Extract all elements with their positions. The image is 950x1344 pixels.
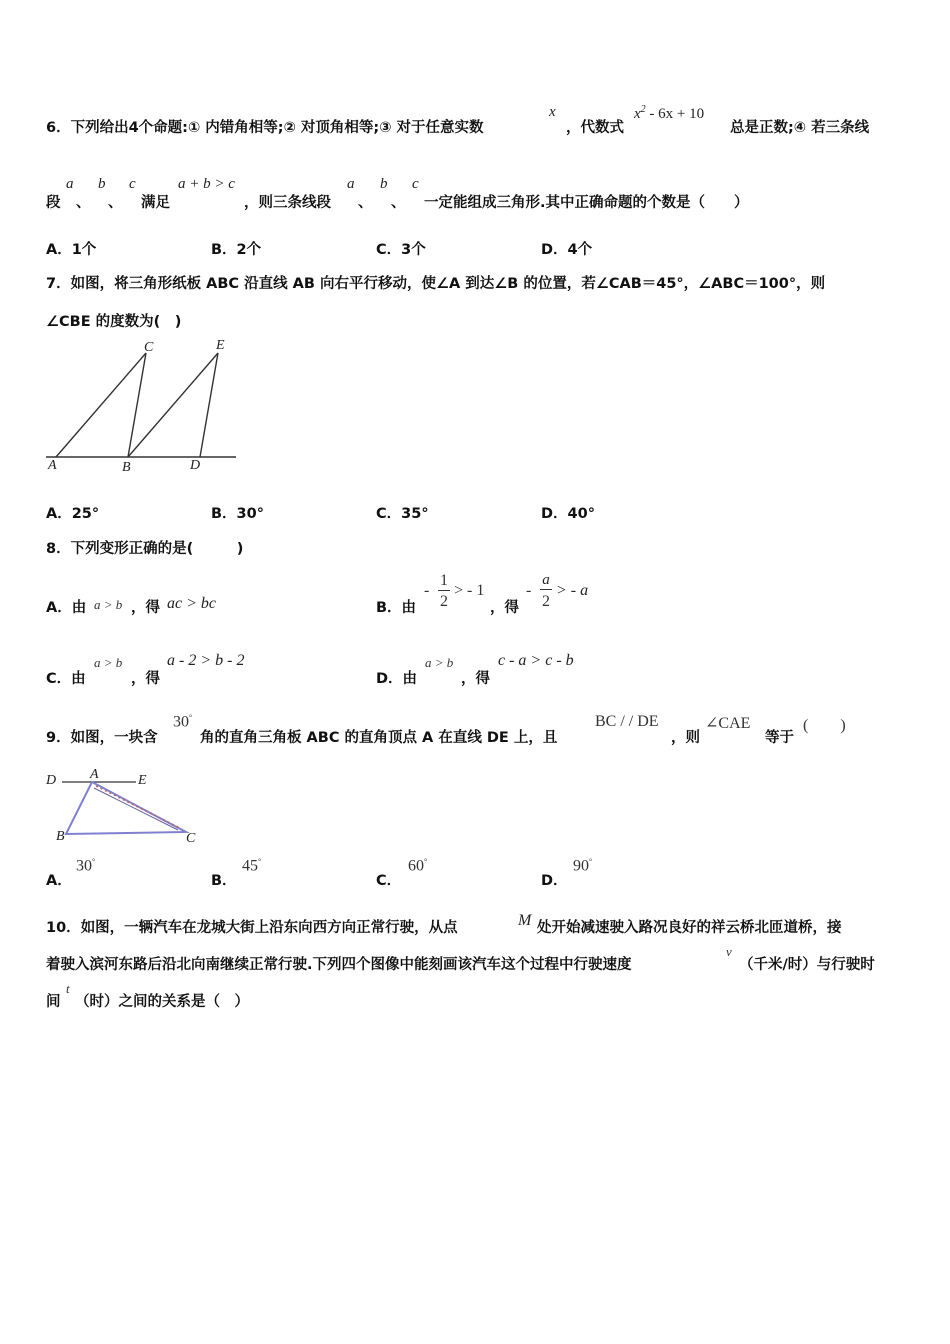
q8-option-b-result-rest: > - a <box>556 582 589 599</box>
q8-option-a-mid: ，得 <box>131 600 160 616</box>
q9-text-2: 角的直角三角板 ABC 的直角顶点 A 在直线 DE 上，且 <box>200 730 558 746</box>
q7-label-D: D <box>190 458 201 473</box>
q8-text-1: 下列变形正确的是( ) <box>70 541 244 557</box>
q9-paren: ( ) <box>803 717 846 734</box>
q8-option-d-mid: ，得 <box>461 671 490 687</box>
q6-expression: $x^2 - 6x + 10$ <box>634 104 705 122</box>
q8-option-b-numerator: 1 <box>440 572 448 589</box>
q8-line1 <box>46 537 243 558</box>
q8-option-b-numerator2: a <box>540 571 552 590</box>
q6-text-2: ，代数式 <box>566 120 624 136</box>
q7-segment-AC <box>56 353 146 457</box>
q6-var-a2: a <box>347 176 355 192</box>
q7-option-c: C．35° <box>376 506 429 522</box>
q6-text-7: 一定能组成三角形.其中正确命题的个数是（ ） <box>424 195 749 211</box>
q9-figure <box>44 764 204 846</box>
q10-text-1: 如图，一辆汽车在龙城大街上沿东向西方向正常行驶，从点 <box>80 920 458 936</box>
q6-sep-1: 、 <box>76 195 91 211</box>
q9-option-d-letter: D． <box>541 873 568 889</box>
q9-number: 9． <box>46 730 71 746</box>
q6-text-5: 满足 <box>141 195 170 211</box>
q7-segment-CB <box>128 353 146 457</box>
q8-option-c-result: a - 2 > b - 2 <box>167 652 245 669</box>
q9-parallel: BC / / DE <box>595 713 659 730</box>
q8-number: 8． <box>46 541 71 557</box>
q8-option-c-mid: ，得 <box>131 671 160 687</box>
q8-option-a-label: A．由 <box>46 600 87 616</box>
q6-text-4: 段 <box>46 195 61 211</box>
q6-option-d: D．4个 <box>541 242 593 258</box>
q6-number: 6． <box>46 120 71 136</box>
q7-text-2: ∠CBE 的度数为( ) <box>46 314 182 330</box>
q6-sep-4: 、 <box>391 195 406 211</box>
q9-angle-cae: ∠CAE <box>705 715 751 732</box>
q7-label-E: E <box>216 338 225 353</box>
q8-option-b-neg: - <box>424 582 430 599</box>
q6-sep-2: 、 <box>108 195 123 211</box>
q9-label-E: E <box>138 773 147 788</box>
q8-option-c-label: C．由 <box>46 671 86 687</box>
q6-var-x: x <box>549 104 556 120</box>
q9-lead <box>46 726 158 747</box>
q8-option-b-condition-rest: > - 1 <box>454 582 485 599</box>
q10-var-M: M <box>518 912 532 929</box>
q6-option-b: B．2个 <box>211 242 262 258</box>
q6-var-b2: b <box>380 176 388 192</box>
q10-text-6: （时）之间的关系是（ ） <box>75 994 249 1010</box>
q9-option-b-value: 45° <box>242 857 262 875</box>
q6-var-a: a <box>66 176 74 192</box>
q6-option-a: A．1个 <box>46 242 97 258</box>
q10-number: 10． <box>46 920 81 936</box>
q9-option-c-value: 60° <box>408 857 428 875</box>
q8-option-d-result: c - a > c - b <box>498 652 574 669</box>
q10-text-4: （千米/时）与行驶时 <box>739 957 875 973</box>
q9-label-A: A <box>90 767 99 782</box>
q9-ruler-edge <box>94 788 178 830</box>
q7-text-1: 如图，将三角形纸板 ABC 沿直线 AB 向右平行移动，使∠A 到达∠B 的位置，若∠CAB＝45°，∠ABC＝100°，则 <box>70 276 826 292</box>
q9-option-d-value: 90° <box>573 857 593 875</box>
q8-option-b-denominator2: 2 <box>542 593 550 610</box>
q6-text-1: 下列给出4个命题:① 内错角相等;② 对顶角相等;③ 对于任意实数 <box>70 120 484 136</box>
q9-label-B: B <box>56 829 65 844</box>
q6-text-6: ，则三条线段 <box>244 195 331 211</box>
q9-angle-value: 30° <box>173 713 193 731</box>
q8-option-b-mid: ，得 <box>490 600 519 616</box>
q6-option-c: C．3个 <box>376 242 426 258</box>
q8-option-a-condition: a > b <box>94 597 123 612</box>
q10-text-2: 处开始减速驶入路况良好的祥云桥北匝道桥，接 <box>537 920 842 936</box>
q8-option-a-result: ac > bc <box>167 595 216 612</box>
q7-option-d: D．40° <box>541 506 595 522</box>
q8-option-d-label: D．由 <box>376 671 418 687</box>
q10-var-t: t <box>66 981 70 996</box>
q6-line1 <box>46 116 484 137</box>
q8-option-b-neg2: - <box>526 582 532 599</box>
q10-var-v: v <box>726 944 732 959</box>
q7-option-a: A．25° <box>46 506 100 522</box>
q10-text-5: 间 <box>46 994 61 1010</box>
q7-label-B: B <box>122 460 131 475</box>
q8-option-c-condition: a > b <box>94 655 123 670</box>
q6-condition: a + b > c <box>178 176 235 192</box>
q9-option-a-letter: A． <box>46 873 72 889</box>
q7-label-A: A <box>48 458 57 473</box>
q9-triangle-ABC <box>66 782 186 834</box>
q7-option-b: B．30° <box>211 506 264 522</box>
q6-sep-3: 、 <box>358 195 373 211</box>
q9-label-D: D <box>46 773 57 788</box>
q6-var-c: c <box>129 176 136 192</box>
q9-text-1: 如图，一块含 <box>70 730 158 746</box>
q9-option-b-letter: B． <box>211 873 237 889</box>
q8-option-d-condition: a > b <box>425 655 454 670</box>
q10-text-3: 着驶入滨河东路后沿北向南继续正常行驶.下列四个图像中能刻画该汽车这个过程中行驶速度 <box>46 957 632 973</box>
q9-text-3: ，则 <box>671 730 700 746</box>
q9-text-4: 等于 <box>765 730 794 746</box>
q7-line1 <box>46 272 825 293</box>
q9-label-C: C <box>186 831 196 846</box>
q6-var-c2: c <box>412 176 419 192</box>
q8-option-b-denominator: 2 <box>440 593 448 610</box>
q9-option-a-value: 30° <box>76 857 96 875</box>
q7-label-C: C <box>144 340 154 355</box>
q10-line1 <box>46 916 458 937</box>
q6-var-b: b <box>98 176 106 192</box>
q9-option-c-letter: C． <box>376 873 402 889</box>
q7-number: 7． <box>46 276 71 292</box>
q6-text-3: 总是正数;④ 若三条线 <box>730 120 870 136</box>
q7-segment-ED <box>200 353 218 457</box>
q7-segment-BE <box>128 353 218 457</box>
q8-option-b-label: B．由 <box>376 600 417 616</box>
q7-figure <box>44 335 240 477</box>
